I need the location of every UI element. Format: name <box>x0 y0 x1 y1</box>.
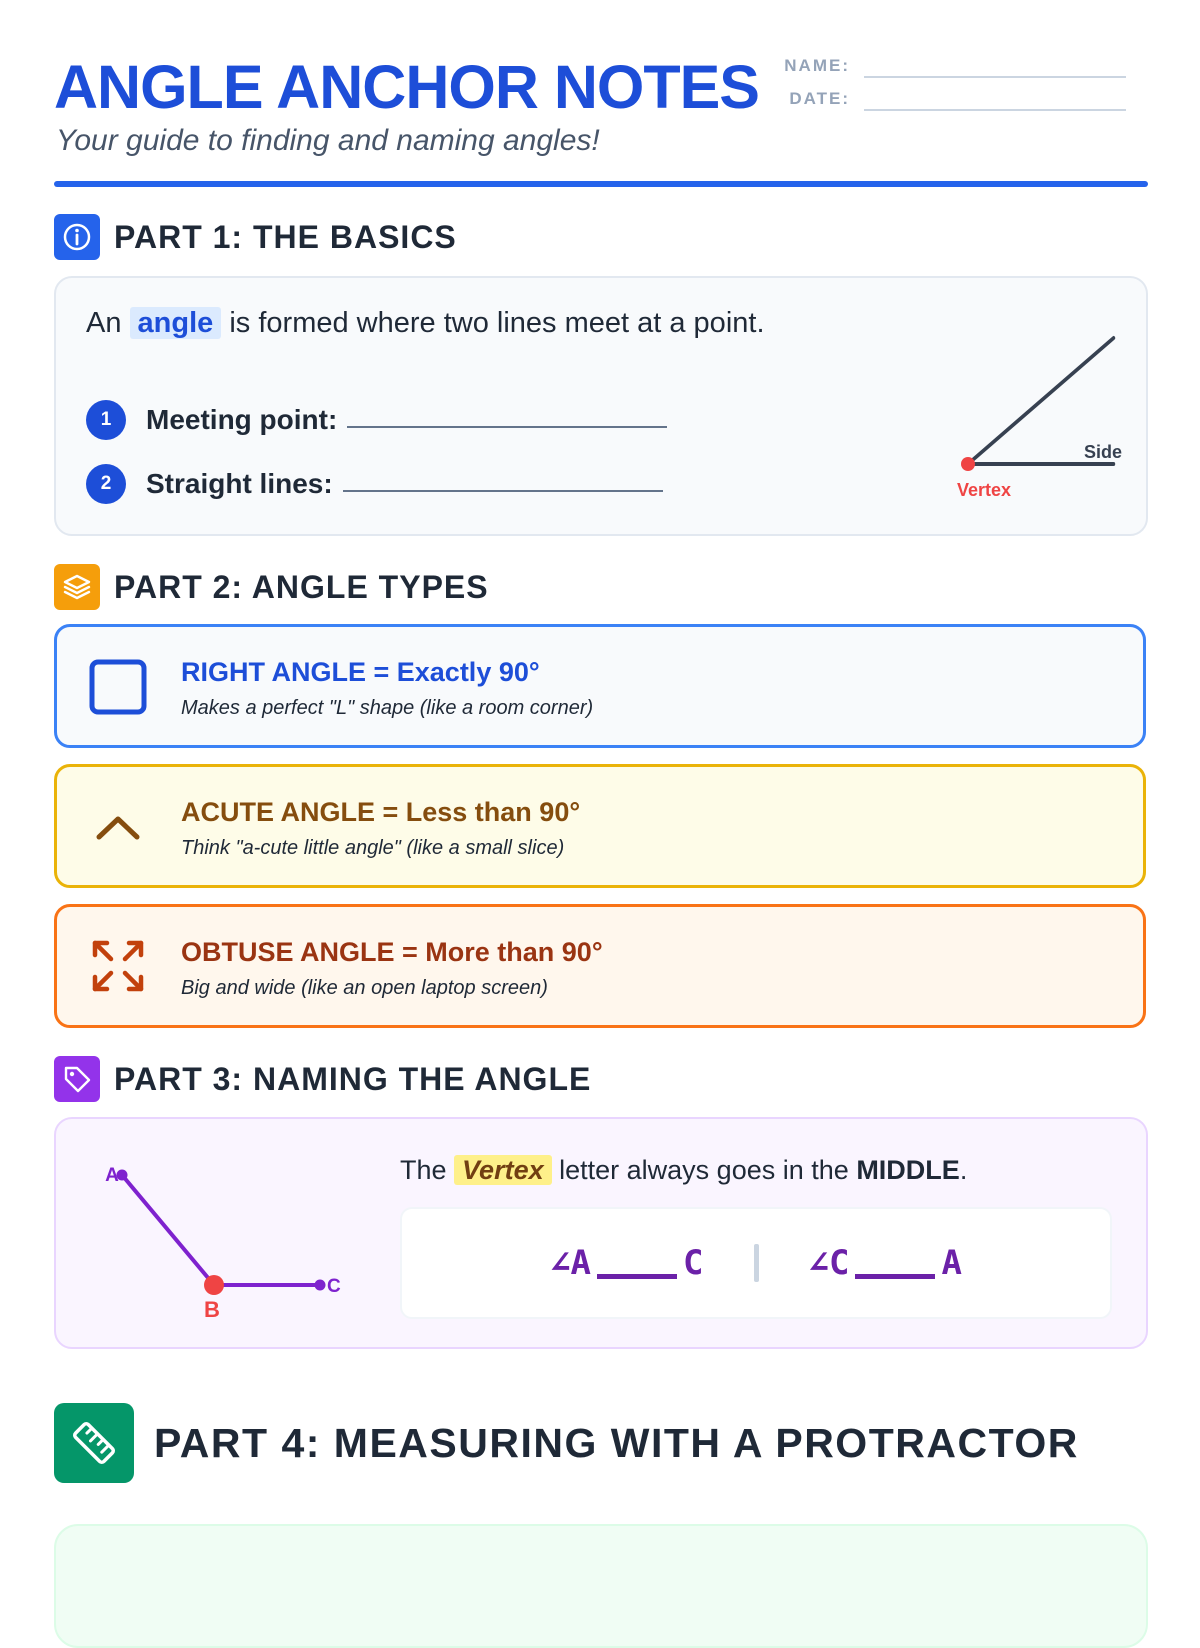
definition-before: An <box>86 307 122 339</box>
basics-card <box>54 276 1148 536</box>
page-title: ANGLE ANCHOR NOTES <box>54 53 759 121</box>
vertex-label: Vertex <box>956 480 1012 500</box>
point-a-label: A <box>105 1165 119 1186</box>
part3-heading <box>54 1056 591 1102</box>
angle-name-answer-box <box>400 1207 1112 1319</box>
page-subtitle: Your guide to finding and naming angles! <box>56 124 600 157</box>
obtuse-angle-desc: Big and wide (like an open laptop screen) <box>181 977 548 999</box>
part1-title: PART 1: THE BASICS <box>114 218 457 255</box>
rule-bold: MIDDLE <box>856 1155 960 1185</box>
naming-diagram <box>96 1155 356 1322</box>
chevron-up-icon <box>89 797 147 855</box>
vertex-dot <box>961 457 975 471</box>
angle-definition <box>86 304 786 343</box>
obtuse-angle-card <box>54 904 1146 1028</box>
point-c-label: C <box>327 1276 341 1297</box>
rule-before: The <box>400 1155 447 1185</box>
angle-term: angle <box>130 307 222 339</box>
right-angle-desc: Makes a perfect "L" shape (like a room corner) <box>181 697 594 719</box>
answer1-start: ∠A <box>550 1243 592 1283</box>
part4-heading <box>54 1403 1079 1483</box>
answer-option-1 <box>550 1243 703 1283</box>
part1-heading <box>54 214 457 260</box>
naming-card <box>54 1117 1148 1349</box>
acute-angle-card <box>54 764 1146 888</box>
right-angle-card <box>54 624 1146 748</box>
definition-after: is formed where two lines meet at a point. <box>229 307 765 339</box>
square-icon <box>89 657 147 715</box>
layers-icon <box>54 564 100 610</box>
straight-lines-blank[interactable] <box>343 490 663 492</box>
part3-title: PART 3: NAMING THE ANGLE <box>114 1060 592 1097</box>
ray-ba <box>122 1175 214 1285</box>
answer2-blank[interactable] <box>855 1274 935 1279</box>
worksheet-page <box>54 0 1148 1600</box>
answer-option-2 <box>809 1243 962 1283</box>
straight-lines-row <box>86 464 663 504</box>
info-icon <box>54 214 100 260</box>
answer-divider <box>754 1244 759 1282</box>
answer1-blank[interactable] <box>597 1274 677 1279</box>
part4-title: PART 4: MEASURING WITH A PROTRACTOR <box>154 1419 1079 1466</box>
acute-angle-desc: Think "a-cute little angle" (like a small slice) <box>181 837 565 859</box>
right-angle-title: RIGHT ANGLE = Exactly 90° <box>181 657 540 687</box>
header-divider <box>54 181 1148 187</box>
point-c-dot <box>315 1280 326 1291</box>
rule-end: . <box>959 1155 968 1185</box>
meeting-point-row <box>86 400 667 440</box>
answer2-end: A <box>941 1243 962 1283</box>
name-label: NAME: <box>784 56 850 75</box>
obtuse-angle-title: OBTUSE ANGLE = More than 90° <box>181 937 603 967</box>
name-field[interactable] <box>864 76 1126 78</box>
expand-arrows-icon <box>89 937 147 995</box>
part2-title: PART 2: ANGLE TYPES <box>114 568 489 605</box>
date-field[interactable] <box>864 109 1126 111</box>
point-b-vertex-dot <box>204 1275 224 1295</box>
meeting-point-blank[interactable] <box>347 426 667 428</box>
date-label: DATE: <box>789 89 850 108</box>
angle-diagram <box>876 318 1122 508</box>
naming-rule <box>400 1155 967 1186</box>
protractor-card <box>54 1524 1148 1648</box>
side-label: Side <box>1083 442 1122 462</box>
part2-heading <box>54 564 489 610</box>
number-badge-1: 1 <box>86 400 126 440</box>
answer2-start: ∠C <box>808 1243 850 1283</box>
acute-angle-title: ACUTE ANGLE = Less than 90° <box>181 797 581 827</box>
answer1-end: C <box>683 1243 704 1283</box>
point-b-label: B <box>204 1297 220 1322</box>
straight-lines-label: Straight lines: <box>146 468 333 499</box>
number-badge-2: 2 <box>86 464 126 504</box>
meeting-point-label: Meeting point: <box>146 404 338 435</box>
ruler-icon <box>54 1403 134 1483</box>
rule-middle: letter always goes in the <box>559 1155 849 1185</box>
tag-icon <box>54 1056 100 1102</box>
vertex-term: Vertex <box>454 1155 552 1185</box>
